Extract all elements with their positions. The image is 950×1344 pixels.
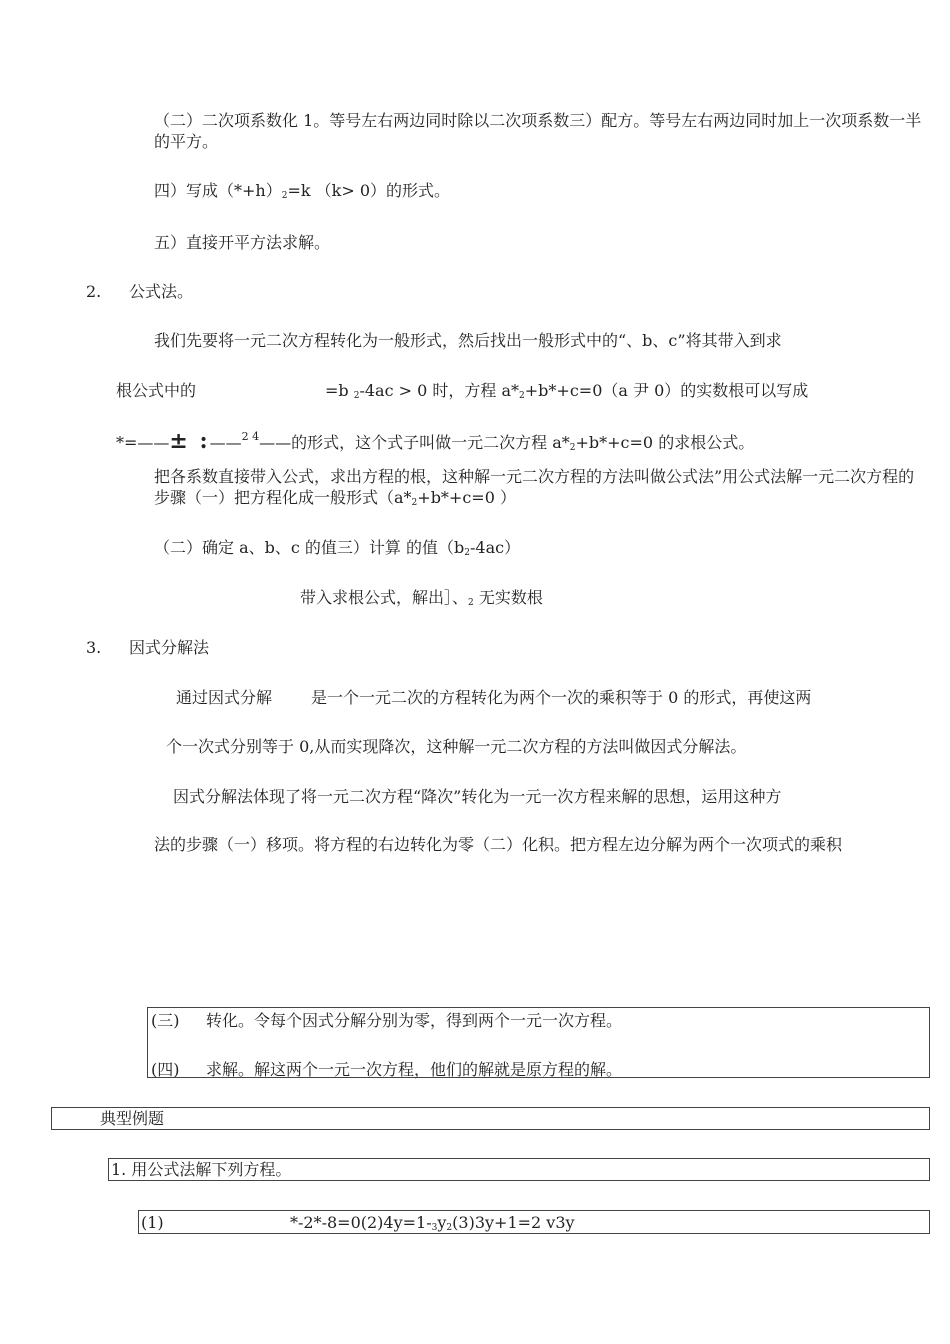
formula-tail-pre: ——的形式，这个式子叫做一元二次方程 a* (259, 433, 570, 452)
formula-intro: 我们先要将一元二次方程转化为一般形式，然后找出一般形式中的“、b、c”将其带入到求 (154, 331, 782, 350)
section-2-number: 2. (86, 282, 102, 301)
step-determine-abc (154, 538, 520, 561)
condition-post: -4ac > 0 时，方程 a* (359, 381, 520, 400)
step-4-sub: 2 (281, 191, 288, 201)
step-b-sub: 2 (464, 548, 470, 558)
step-b-pre: （二）确定 a、b、c 的值三）计算 的值（b (154, 538, 465, 557)
equation-sub-2: 2 (446, 1223, 453, 1233)
step-5-text: 五）直接开平方法求解。 (154, 233, 331, 252)
step-b-post: -4ac） (469, 538, 521, 557)
exercise-row-box (138, 1210, 930, 1234)
formula-line-2-condition (325, 381, 808, 404)
section-3-title: 因式分解法 (129, 638, 210, 657)
exercise-title: 1. 用公式法解下列方程。 (111, 1160, 292, 1179)
step-4-text (154, 181, 450, 204)
section-3-number: 3. (86, 638, 102, 657)
condition-sub-2: 2 (519, 391, 525, 401)
exercise-equations (290, 1213, 575, 1236)
condition-pre: =b (325, 381, 354, 400)
formula-paragraph-post: +b*+c=0 ） (417, 488, 516, 507)
condition-sub: 2 (353, 391, 360, 401)
step-4-post: =k （k> 0）的形式。 (287, 181, 451, 200)
formula-line-2-left: 根公式中的 (116, 381, 197, 400)
example-heading-box (51, 1107, 930, 1130)
step-3-number: (三) (151, 1011, 180, 1030)
exercise-number: (1) (141, 1213, 164, 1232)
step-c-sub: 2 (468, 598, 474, 608)
factor-paragraph-4: 法的步骤（一）移项。将方程的右边转化为零（二）化积。把方程左边分解为两个一次项式的乘积 (154, 835, 843, 854)
formula-fraction: 2 4 (241, 430, 260, 443)
example-heading: 典型例题 (100, 1109, 165, 1128)
formula-tail-sub: 2 (569, 443, 576, 453)
step-c-post: 无实数根 (473, 588, 543, 607)
factor-paragraph-2: 个一次式分别等于 0,从而实现降次，这种解一元二次方程的方法叫做因式分解法。 (166, 737, 747, 756)
root-x: *=—— (116, 433, 170, 452)
equation-sub-1: 3 (431, 1223, 438, 1233)
step-substitute (300, 588, 543, 611)
factor-paragraph-1a: 通过因式分解 (176, 688, 273, 707)
step-3-text: 转化。令每个因式分解分别为零，得到两个一元一次方程。 (206, 1011, 623, 1030)
equation-part-2: y (437, 1213, 447, 1232)
step-4-number: (四) (151, 1060, 180, 1079)
steps-box (147, 1007, 930, 1078)
formula-paragraph-pre: 把各系数直接带入公式，求出方程的根，这种解一元二次方程的方法叫做公式法”用公式法解一元二次方程的步骤（一）把方程化成一般形式（a* (154, 467, 915, 507)
factor-paragraph-3: 因式分解法体现了将一元二次方程“降次”转化为一元一次方程来解的思想，运用这种方 (173, 787, 782, 806)
factor-paragraph-1b: 是一个一元二次的方程转化为两个一次的乘积等于 0 的形式，再使这两 (311, 688, 812, 707)
formula-paragraph (154, 466, 924, 512)
formula-tail-post: +b*+c=0 的求根公式。 (575, 433, 755, 452)
step-4-box-text: 求解。解这两个一元一次方程，他们的解就是原方程的解。 (206, 1060, 623, 1079)
formula-dash: —— (209, 433, 242, 452)
formula-paragraph-sub: 2 (411, 498, 418, 508)
condition-tail: +b*+c=0（a 尹 0）的实数根可以写成 (524, 381, 809, 400)
step-c-pre: 带入求根公式，解出］、 (300, 588, 469, 607)
step-2-3-text: （二）二次项系数化 1。等号左右两边同时除以二次项系数三）配方。等号左右两边同时加上一次项系数一半的平方。 (154, 111, 922, 151)
equation-part-1: *-2*-8=0(2)4y=1- (290, 1213, 432, 1232)
formula-line-3 (116, 428, 755, 456)
exercise-title-box (108, 1158, 930, 1181)
equation-part-3: (3)3y+1=2 v3y (452, 1213, 575, 1232)
section-2-title: 公式法。 (129, 282, 194, 301)
plus-minus-symbol: ± : (169, 428, 210, 454)
step-4-pre: 四）写成（*+h） (154, 181, 282, 200)
